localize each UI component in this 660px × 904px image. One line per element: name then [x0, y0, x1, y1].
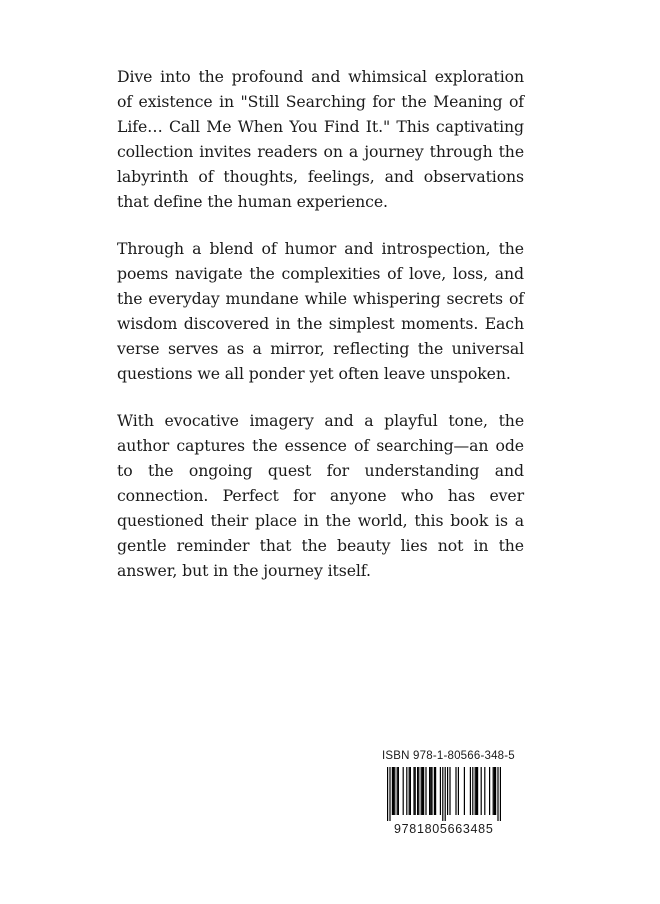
barcode-bar	[440, 767, 441, 815]
barcode-bar	[398, 767, 399, 815]
barcode-bar	[413, 767, 414, 815]
barcode-bar	[442, 767, 443, 821]
barcode-bar	[477, 767, 478, 815]
barcode-digits: 9781805663485	[394, 822, 494, 836]
barcode-bar	[421, 767, 422, 815]
barcode-bar	[394, 767, 395, 815]
barcode-bar	[472, 767, 473, 815]
back-cover-blurb	[117, 64, 524, 605]
barcode-bar	[422, 767, 423, 815]
barcode-bar	[464, 767, 465, 815]
barcode-bar	[415, 767, 416, 815]
barcode-bar	[493, 767, 494, 815]
barcode-bar	[495, 767, 496, 815]
barcode-bar	[484, 767, 485, 815]
barcode-bar	[392, 767, 393, 815]
barcode-bar	[423, 767, 424, 815]
barcode-bar	[481, 767, 482, 815]
barcode-bar	[445, 767, 446, 821]
barcode-bar	[431, 767, 432, 815]
barcode-bar	[470, 767, 471, 815]
barcode-bar	[455, 767, 456, 815]
barcode-bar	[409, 767, 410, 815]
barcode-bar	[475, 767, 476, 815]
barcode-bar	[417, 767, 418, 815]
barcode-bar	[458, 767, 459, 815]
barcode-bar	[430, 767, 431, 815]
barcode-bar	[387, 767, 388, 821]
isbn-barcode-block	[379, 749, 515, 837]
barcode-bar	[418, 767, 419, 815]
blurb-paragraph-2: Through a blend of humor and introspection, the poems navigate the complexities of love, loss, and the everyday mundane while whispering secrets of wisdom discovered in the simplest moments. Each verse serves as a mirror, reflecting the universal questions we all ponder yet often leave unspoken.	[117, 239, 524, 383]
isbn-label: ISBN 978-1-80566-348-5	[382, 750, 515, 762]
barcode-bar	[434, 767, 435, 815]
barcode-bar	[476, 767, 477, 815]
barcode-bar	[410, 767, 411, 815]
barcode-bar	[429, 767, 430, 815]
barcode-bar	[449, 767, 450, 815]
barcode-bar	[489, 767, 490, 815]
barcode-bar	[497, 767, 498, 821]
barcode-bar	[435, 767, 436, 815]
barcode-bar	[397, 767, 398, 815]
barcode-bar	[494, 767, 495, 815]
barcode-bar	[389, 767, 390, 821]
blurb-paragraph-1: Dive into the profound and whimsical exploration of existence in "Still Searching for the Meaning of Life… Call Me When You Find It." This captivating collection invites readers on a journey through the labyrinth of thoughts, feelings, and observations that define the human experience.	[117, 67, 524, 211]
barcode-bar	[425, 767, 426, 815]
barcode-bar	[406, 767, 407, 815]
barcode-bar	[500, 767, 501, 821]
barcode-bars	[379, 767, 507, 821]
barcode-bar	[447, 767, 448, 815]
barcode-bar	[393, 767, 394, 815]
blurb-paragraph-3: With evocative imagery and a playful tone, the author captures the essence of searching—an ode to the ongoing quest for understanding and connection. Perfect for anyone who has ever questioned their place in the world, this book is a gentle reminder that the beauty lies not in the answer, but in the journey itself.	[117, 411, 524, 580]
barcode-bar	[403, 767, 404, 815]
